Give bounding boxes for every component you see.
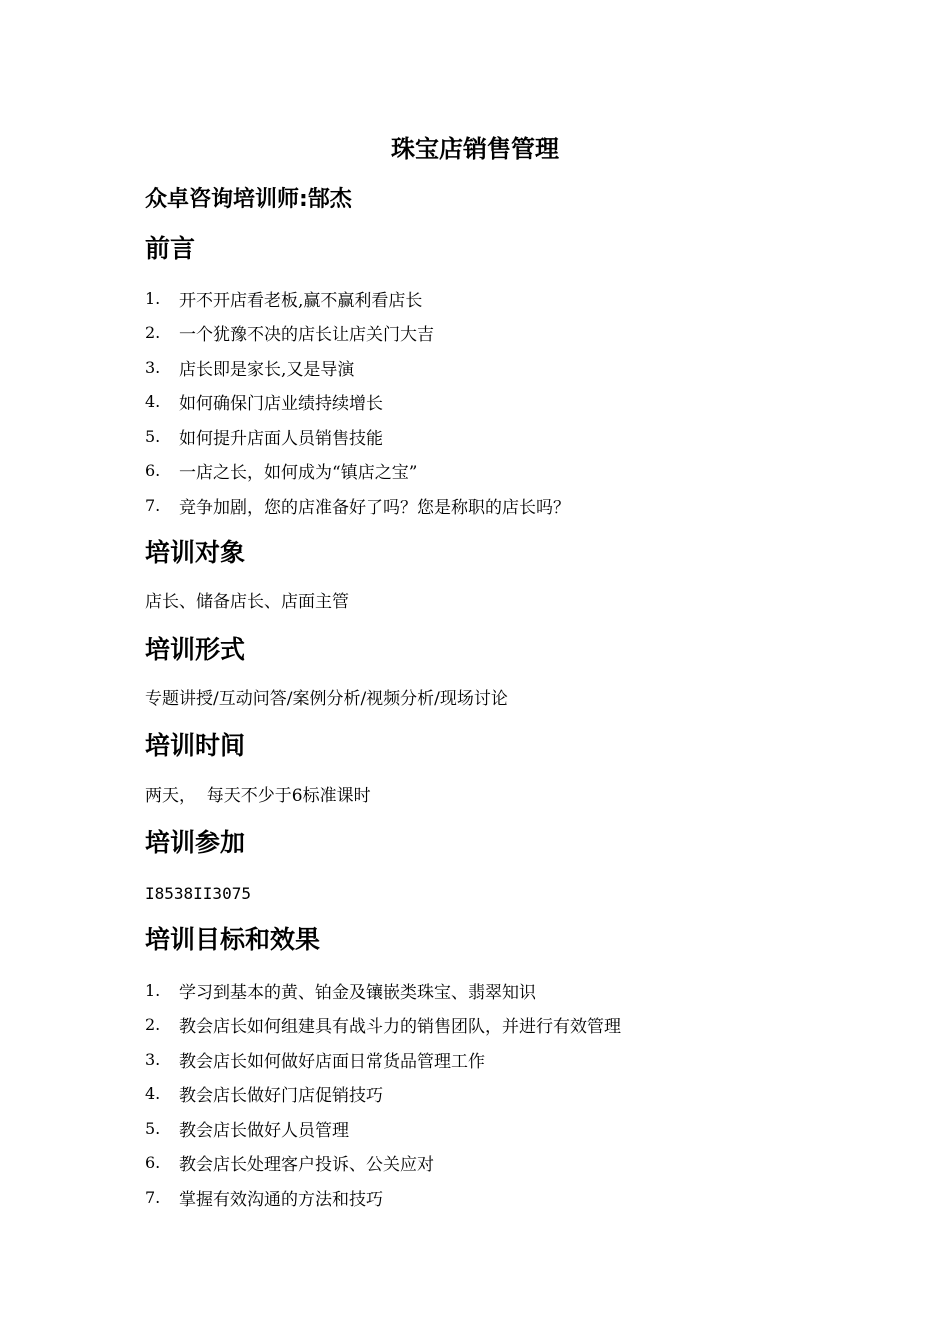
list-text: 教会店长处理客户投诉、公关应对 [179,1155,434,1176]
list-text: 如何确保门店业绩持续增长 [179,394,383,415]
list-text: 教会店长如何做好店面日常货品管理工作 [179,1051,485,1072]
list-item [145,419,570,454]
document-title: 珠宝店销售管理 [391,135,559,163]
list-text: 店长即是家长,又是导演 [179,359,355,380]
list-number: 7. [145,495,161,515]
duration-heading: 培训时间 [145,731,246,760]
list-text: 一店之长，如何成为“镇店之宝” [179,463,418,484]
format-text: 专题讲授/互动问答/案例分析/视频分析/现场讨论 [145,689,508,709]
list-number: 6. [145,461,161,481]
join-heading: 培训参加 [145,828,246,857]
list-number: 7. [145,1187,161,1207]
list-number: 1. [145,288,161,308]
list-item [145,1077,621,1112]
list-number: 1. [145,980,161,1000]
list-text: 竞争加剧，您的店准备好了吗？您是称职的店长吗？ [179,497,570,518]
duration-text: 两天， 每天不少于6标准课时 [145,786,371,806]
list-number: 3. [145,357,161,377]
list-text: 如何提升店面人员销售技能 [179,428,383,449]
list-number: 5. [145,426,161,446]
preface-list [145,281,570,523]
list-number: 2. [145,323,161,343]
list-number: 5. [145,1118,161,1138]
list-text: 一个犹豫不决的店长让店关门大吉 [179,325,434,346]
trainer-line: 众卓咨询培训师:郜杰 [145,187,352,212]
list-item [145,281,570,316]
audience-text: 店长、储备店长、店面主管 [145,592,349,612]
list-item [145,1180,621,1215]
list-number: 3. [145,1049,161,1069]
list-item [145,1042,621,1077]
list-text: 开不开店看老板,赢不赢利看店长 [179,290,423,311]
list-item [145,973,621,1008]
list-text: 教会店长做好门店促销技巧 [179,1086,383,1107]
list-number: 2. [145,1015,161,1035]
list-number: 4. [145,392,161,412]
list-item [145,350,570,385]
list-item [145,454,570,489]
list-text: 教会店长如何组建具有战斗力的销售团队，并进行有效管理 [179,1017,621,1038]
list-text: 掌握有效沟通的方法和技巧 [179,1189,383,1210]
list-item [145,316,570,351]
goals-heading: 培训目标和效果 [145,925,321,954]
format-heading: 培训形式 [145,635,246,664]
preface-heading: 前言 [145,234,196,263]
list-text: 教会店长做好人员管理 [179,1120,349,1141]
list-number: 6. [145,1153,161,1173]
list-item [145,488,570,523]
list-item [145,1008,621,1043]
list-item [145,1111,621,1146]
list-number: 4. [145,1084,161,1104]
audience-heading: 培训对象 [145,538,246,567]
join-text: I8538II3075 [145,884,251,903]
list-text: 学习到基本的黄、铂金及镶嵌类珠宝、翡翠知识 [179,982,536,1003]
list-item [145,1146,621,1181]
list-item [145,385,570,420]
goals-list [145,973,621,1215]
